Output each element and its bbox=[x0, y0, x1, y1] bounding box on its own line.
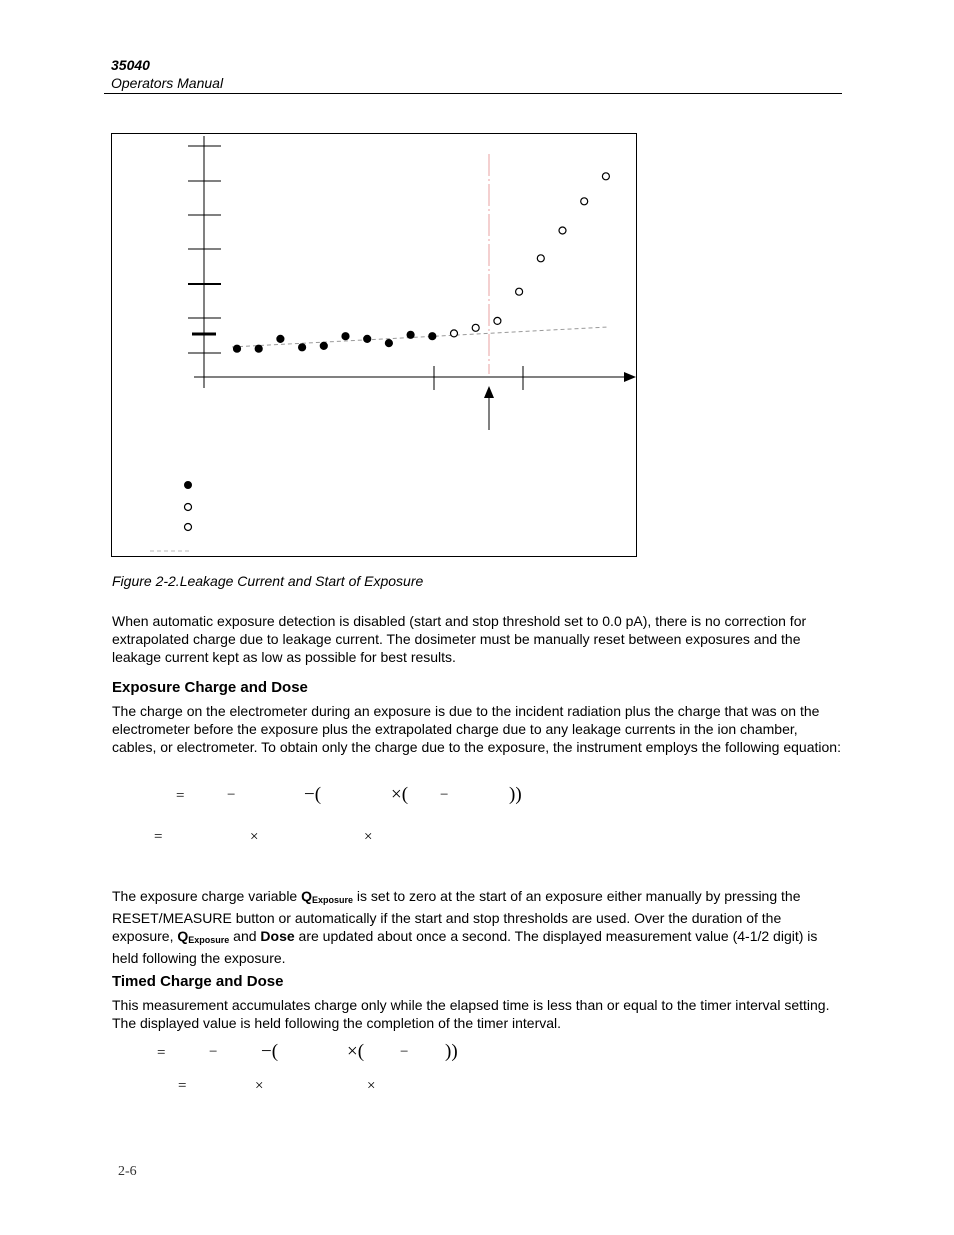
dose-term: Dose bbox=[260, 928, 295, 944]
heading-timed-charge: Timed Charge and Dose bbox=[112, 973, 284, 990]
paragraph-exposure-variable bbox=[112, 887, 842, 967]
eq-symbol: ×( bbox=[391, 784, 409, 805]
manual-title: Operators Manual bbox=[111, 75, 224, 91]
eq-symbol: × bbox=[364, 829, 373, 845]
eq-symbol: )) bbox=[445, 1041, 458, 1062]
leakage-trend-line bbox=[232, 327, 608, 347]
q-subscript: Exposure bbox=[312, 895, 354, 905]
eq-symbol: −( bbox=[304, 784, 322, 805]
text-run: is set to zero at the start of an exposure either manually by pressing the RESET/MEASURE button or automatically if the start and stop thresholds are used. Over the duration of the exposure, bbox=[112, 888, 801, 944]
data-point-filled bbox=[342, 333, 349, 340]
q-letter: Q bbox=[177, 928, 189, 944]
eq-symbol: × bbox=[255, 1078, 264, 1094]
eq-symbol: − bbox=[400, 1044, 409, 1060]
header-rule bbox=[104, 93, 842, 94]
eq-symbol: × bbox=[367, 1078, 376, 1094]
heading-exposure-charge: Exposure Charge and Dose bbox=[112, 679, 308, 696]
data-point-open bbox=[581, 198, 588, 205]
start-arrow-head bbox=[484, 386, 494, 398]
eq-symbol: ×( bbox=[347, 1041, 365, 1062]
data-point-open bbox=[516, 288, 523, 295]
manual-model-number: 35040 bbox=[111, 57, 150, 73]
eq-symbol: = bbox=[157, 1045, 166, 1061]
legend-marker-open bbox=[185, 504, 192, 511]
q-exposure-symbol bbox=[301, 888, 353, 904]
paragraph-timed-charge: This measurement accumulates charge only while the elapsed time is less than or equal to the timer interval setting. The displayed value is held following the completion of the timer interval. bbox=[112, 997, 830, 1031]
paragraph-auto-detection: When automatic exposure detection is disabled (start and stop threshold set to 0.0 pA), there is no correction for extrapolated charge due to leakage current. The dosimeter must be manually reset between exposures and the leakage current kept as low as possible for best results. bbox=[112, 613, 807, 665]
text-run: and bbox=[229, 928, 261, 944]
eq-symbol: − bbox=[209, 1044, 218, 1060]
data-point-open bbox=[494, 317, 501, 324]
data-point-filled bbox=[277, 335, 284, 342]
legend-marker-filled bbox=[185, 482, 192, 489]
figure-caption: Figure 2-2.Leakage Current and Start of Exposure bbox=[112, 573, 424, 589]
data-point-open bbox=[451, 330, 458, 337]
text-run: are updated about once a second. The displayed measurement value (4-1/2 digit) is held following the exposure. bbox=[112, 928, 818, 966]
q-letter: Q bbox=[301, 888, 312, 904]
q-exposure-symbol bbox=[177, 928, 229, 944]
data-points bbox=[234, 173, 610, 352]
legend bbox=[150, 482, 192, 552]
text-run: The exposure charge variable bbox=[112, 888, 302, 904]
data-point-filled bbox=[299, 344, 306, 351]
figure-leakage-chart bbox=[111, 133, 637, 557]
eq-symbol: = bbox=[178, 1078, 187, 1094]
eq-symbol: − bbox=[227, 787, 236, 803]
eq-symbol: = bbox=[176, 788, 185, 804]
data-point-filled bbox=[255, 345, 262, 352]
data-point-filled bbox=[364, 335, 371, 342]
eq-symbol: × bbox=[250, 829, 259, 845]
page-number: 2-6 bbox=[118, 1164, 137, 1179]
legend-marker-open bbox=[185, 524, 192, 531]
data-point-open bbox=[559, 227, 566, 234]
q-subscript: Exposure bbox=[188, 935, 230, 945]
paragraph-exposure-charge: The charge on the electrometer during an exposure is due to the incident radiation plus the charge that was on the electrometer before the exposure plus the extrapolated charge due to any leakage currents in the ion chamber, cables, or electrometer. To obtain only the charge due to the exposure, the instrument employs the following equation: bbox=[112, 703, 841, 755]
eq-symbol: = bbox=[154, 829, 163, 845]
data-point-open bbox=[602, 173, 609, 180]
eq-symbol: − bbox=[440, 787, 449, 803]
chart-canvas bbox=[112, 134, 638, 558]
data-point-filled bbox=[320, 342, 327, 349]
data-point-filled bbox=[385, 340, 392, 347]
eq-symbol: −( bbox=[261, 1041, 279, 1062]
data-point-filled bbox=[429, 333, 436, 340]
data-point-filled bbox=[407, 331, 414, 338]
data-point-open bbox=[472, 324, 479, 331]
data-point-open bbox=[537, 255, 544, 262]
eq-symbol: )) bbox=[509, 784, 522, 805]
x-axis-arrowhead bbox=[624, 372, 636, 382]
data-point-filled bbox=[234, 345, 241, 352]
